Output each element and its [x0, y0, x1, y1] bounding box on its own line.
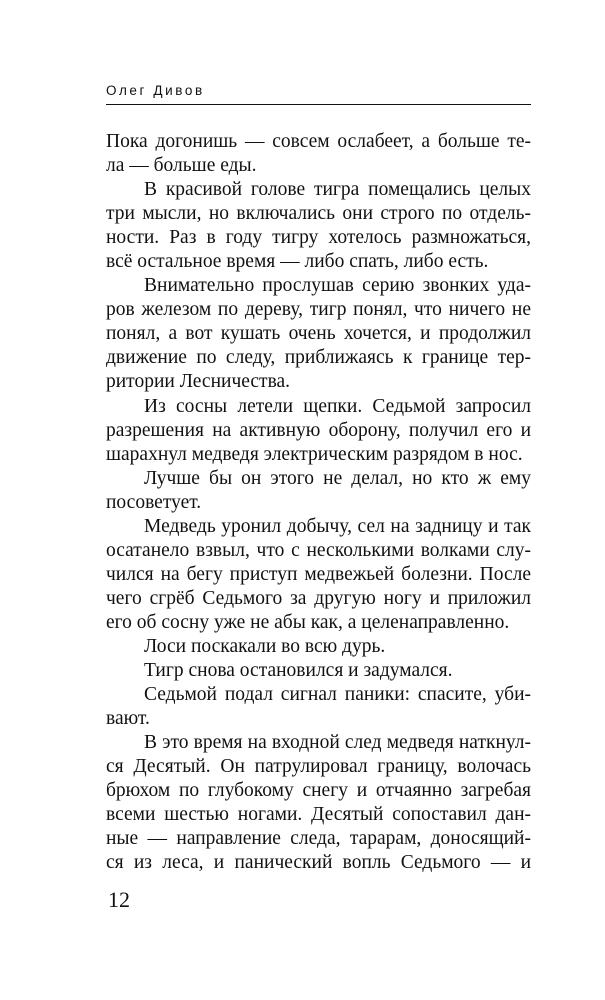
text-line: понял, а вот кушать очень хочется, и продолжил: [106, 323, 531, 345]
text-line: всё остальное время — либо спать, либо есть.: [106, 251, 489, 273]
text-line: осатанело взвыл, что с несколькими волками слу-: [106, 539, 531, 561]
text-line: ся из леса, и панический вопль Седьмого — и: [106, 852, 531, 874]
author-running-title: Олег Дивов: [106, 83, 205, 98]
text-line: его об сосну уже не абы как, а целенаправленно.: [106, 611, 510, 633]
text-line: чился на бегу приступ медвежьей болезни. После: [106, 563, 531, 585]
text-line: вают.: [106, 708, 150, 730]
text-line: чего сгрёб Седьмого за другую ногу и приложил: [106, 587, 531, 609]
text-line: ритории Лесничества.: [106, 371, 291, 393]
text-line: всеми шестью ногами. Десятый сопоставил дан-: [106, 804, 531, 826]
text-line: шарахнул медведя электрическим разрядом в нос.: [106, 443, 523, 465]
text-line: брюхом по глубокому снегу и отчаянно загребая: [106, 780, 531, 802]
text-line: Внимательно прослушав серию звонких уда-: [144, 275, 531, 297]
text-line: Медведь уронил добычу, сел на задницу и так: [144, 515, 531, 537]
text-line: ся Десятый. Он патрулировал границу, волочась: [106, 756, 531, 778]
text-line: Седьмой подал сигнал паники: спасите, уби-: [144, 684, 531, 706]
running-header: [106, 83, 531, 105]
text-line: Из сосны летели щепки. Седьмой запросил: [144, 395, 531, 417]
page-number: 12: [108, 887, 130, 912]
text-line: ла — больше еды.: [106, 155, 257, 177]
text-line: разрешения на активную оборону, получил его и: [106, 419, 531, 441]
text-line: ров железом по дереву, тигр понял, что ничего не: [106, 299, 531, 321]
text-line: три мысли, но включались они строго по отдель-: [106, 203, 531, 225]
text-line: Пока догонишь — совсем ослабеет, а больше те-: [106, 131, 531, 152]
text-line: ные — направление следа, тарарам, доносящий-: [106, 828, 531, 850]
text-line: В красивой голове тигра помещались целых: [144, 179, 531, 201]
text-line: движение по следу, приближаясь к границе тер-: [106, 347, 531, 369]
text-line: В это время на входной след медведя наткнул-: [144, 732, 531, 754]
text-line: посоветует.: [106, 491, 202, 513]
header-rule: [106, 104, 531, 105]
text-line: Лучше бы он этого не делал, но кто ж ему: [144, 467, 531, 489]
text-line: ности. Раз в году тигру хотелось размножаться,: [106, 227, 531, 249]
text-line: Лоси поскакали во всю дурь.: [144, 635, 386, 657]
text-line: Тигр снова остановился и задумался.: [144, 660, 453, 682]
body-text: [106, 130, 531, 875]
